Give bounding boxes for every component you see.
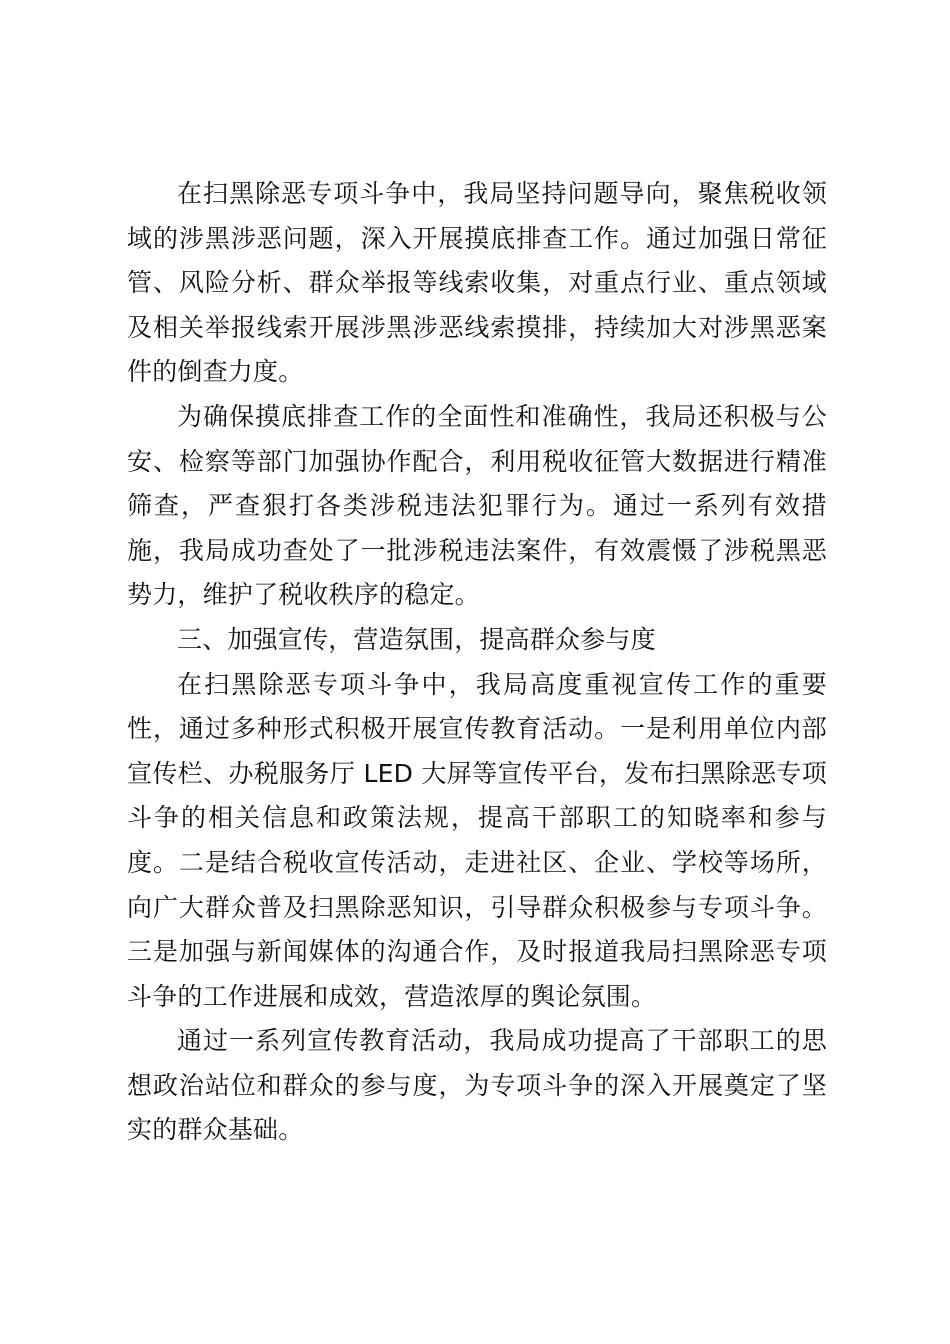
section-heading: 三、加强宣传，营造氛围，提高群众参与度 xyxy=(177,624,656,654)
paragraph-investigation: 在扫黑除恶专项斗争中，我局坚持问题导向，聚焦税收领域的涉黑涉恶问题，深入开展摸底排查工作。通过加强日常征管、风险分析、群众举报等线索收集，对重点行业、重点领域及相关举报线索开展涉黑涉恶线索摸排，持续加大对涉黑恶案件的倒查力度。 xyxy=(127,179,827,387)
paragraph-publicity: 在扫黑除恶专项斗争中，我局高度重视宣传工作的重要性，通过多种形式积极开展宣传教育活动。一是利用单位内部宣传栏、办税服务厅 LED 大屏等宣传平台，发布扫黑除恶专项斗争的相关信息和政策法规，提高干部职工的知晓率和参与度。二是结合税收宣传活动，走进社区、企业、学校等场所，向广大群众普及扫黑除恶知识，引导群众积极参与专项斗争。三是加强与新闻媒体的沟通合作，及时报道我局扫黑除恶专项斗争的工作进展和成效，营造浓厚的舆论氛围。 xyxy=(127,669,827,1011)
paragraph-conclusion: 通过一系列宣传教育活动，我局成功提高了干部职工的思想政治站位和群众的参与度，为专项斗争的深入开展奠定了坚实的群众基础。 xyxy=(127,1026,827,1145)
paragraph-cooperation: 为确保摸底排查工作的全面性和准确性，我局还积极与公安、检察等部门加强协作配合，利用税收征管大数据进行精准筛查，严查狠打各类涉税违法犯罪行为。通过一系列有效措施，我局成功查处了一批涉税违法案件，有效震慑了涉税黑恶势力，维护了税收秩序的稳定。 xyxy=(127,401,827,610)
document-body xyxy=(127,172,827,1153)
